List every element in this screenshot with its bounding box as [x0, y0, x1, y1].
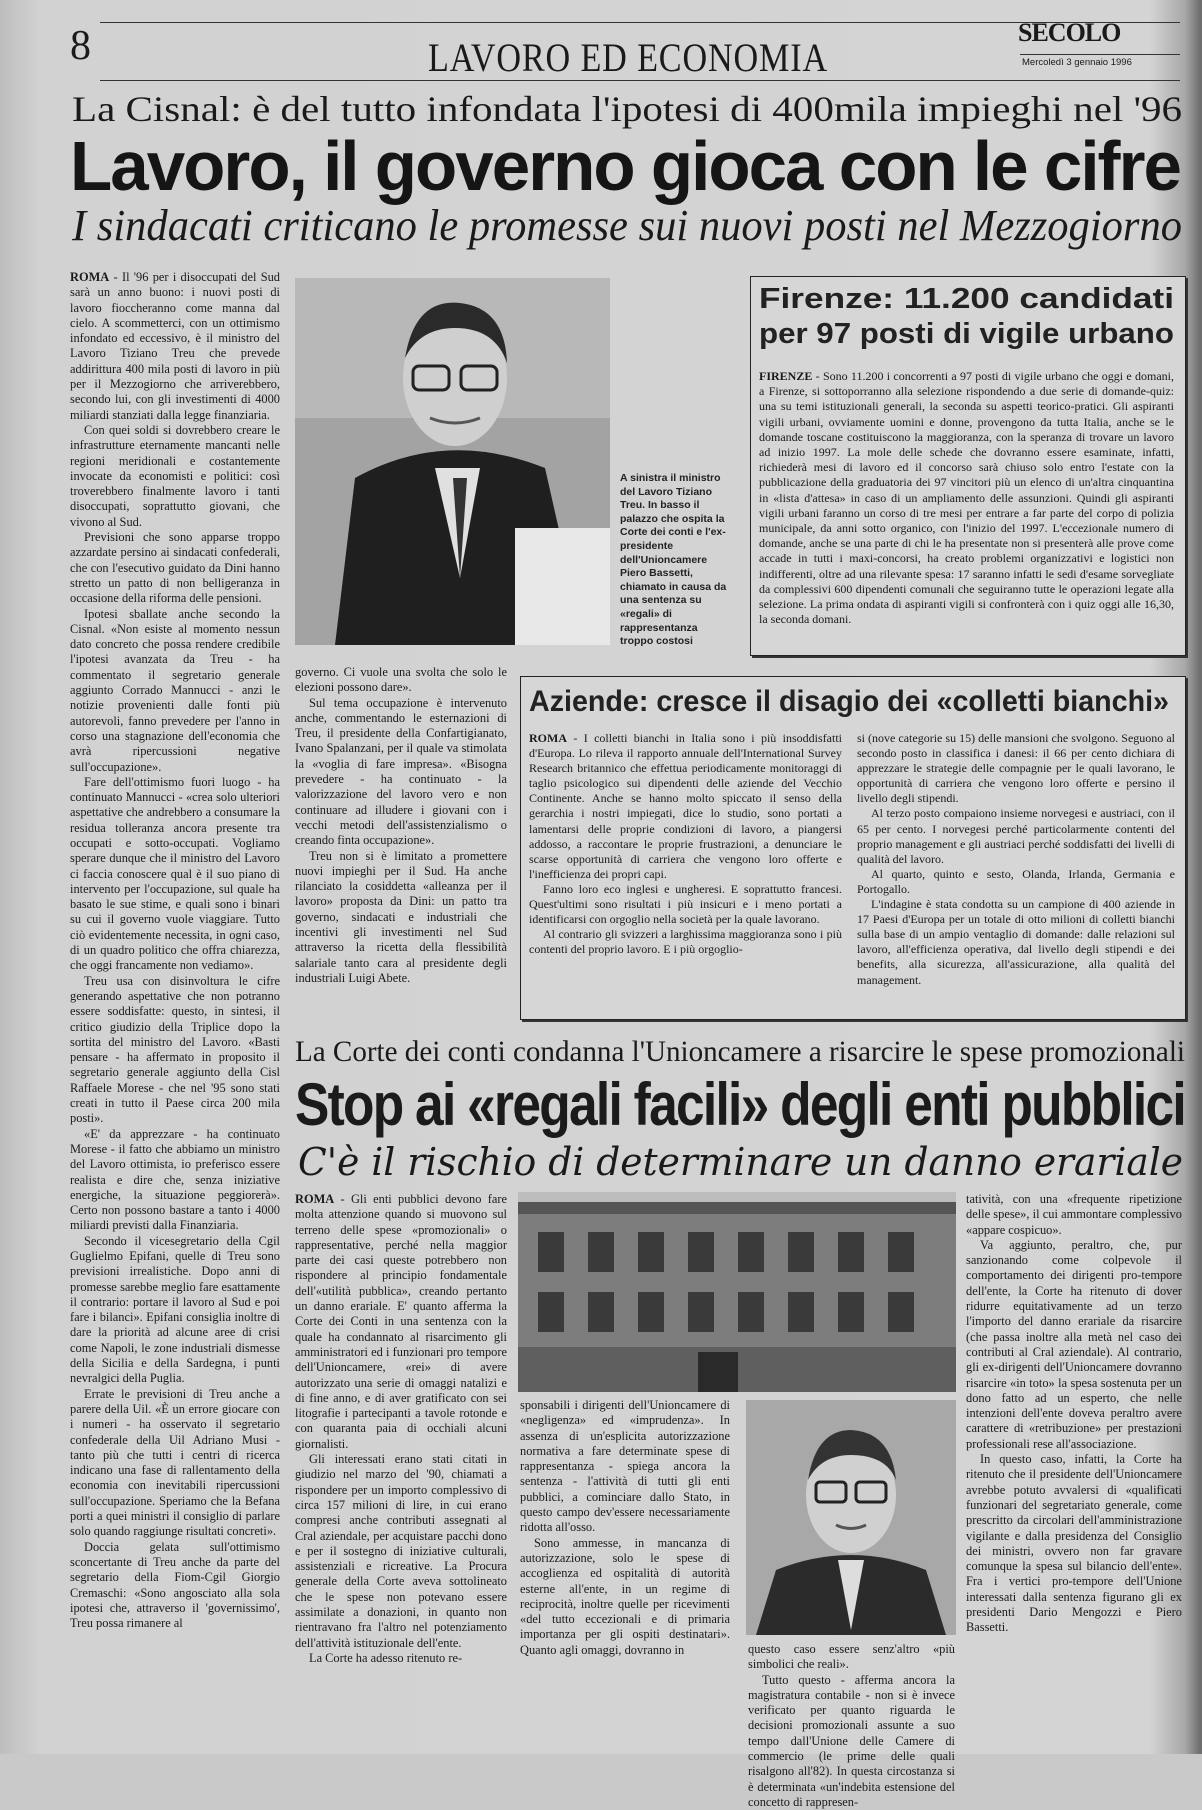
paragraph: - Il '96 per i disoccupati del Sud sarà un anno buono: i nuovi posti di lavoro fioccheranno come manna dal cielo. A scommetterci, con un ottimismo infondato ed eccessivo, è il ministro del Lavoro Tiziano Treu che prevede addirittura 400 mila posti di lavoro in più per il Mezzogiorno che arriverebbero, secondo lui, con gli investimenti di 4000 miliardi stanziati dalla legge finanziaria.: [70, 270, 280, 422]
article2-headline: Stop ai «regali facili» degli enti pubblici: [295, 1071, 1185, 1138]
article2-subtitle: C'è il rischio di determinare un danno erariale: [298, 1140, 1183, 1184]
article2-column-2: [520, 1398, 730, 1658]
paragraph: La Corte ha adesso ritenuto re-: [309, 1650, 463, 1665]
firenze-headline-line2: per 97 posti di vigile urbano: [759, 318, 1174, 350]
paragraph: Treu non si è limitato a promettere nuovi impieghi per il Sud. Ha anche rilanciato la cosiddetta «alleanza per il lavoro» proposta da Dini: un patto tra governo, sindacati e industriali che incentivi gli investimenti nel Sud attraverso la ricetta della flessibilità salariale tanto cara al presidente degli industriali Luigi Abete.: [295, 848, 507, 985]
paragraph: Ipotesi sballate anche secondo la Cisnal. «Non esiste al momento nessun dato concreto che possa rendere credibile l'ipotesi avanzata da Treu - ha commentato il segretario generale aggiunto Corrado Mannucci - anzi le notizie provenienti dalle fonti più autorevoli, fanno prevedere per l'anno in corso una stagnazione dell'economia che avrà ripercussioni negative sull'occupazione».: [70, 606, 280, 774]
paragraph: Treu usa con disinvoltura le cifre generando aspettative che non potranno essere soddisfatte: questo, in sintesi, il critico giudizio della Triplice dopo la sortita del ministro del Lavoro. «Basti pensare - ha affermato in proposito il segretario generale aggiunto della Cisl Raffaele Morese - che nel '95 sono stati creati in tutto il Paese circa 200 mila posti».: [70, 973, 280, 1126]
dateline: ROMA: [529, 731, 567, 745]
newspaper-logo: SECOLO: [1018, 18, 1121, 47]
article1-subtitle: I sindacati criticano le promesse sui nuovi posti nel Mezzogiorno: [72, 201, 1182, 250]
paragraph: tatività, con una «frequente ripetizione delle spese», il cui ammontare complessivo «appare cospicuo».: [966, 1192, 1182, 1237]
paragraph: Al terzo posto compaiono insieme norvegesi e austriaci, con il 65 per cento. I norvegesi perché particolarmente contenti del proprio management e gli austriaci perché soddisfatti dei livelli di qualità del lavoro.: [857, 806, 1175, 866]
paragraph: governo. Ci vuole una svolta che solo le elezioni possono dare».: [295, 665, 507, 695]
paragraph: sponsabili i dirigenti dell'Unioncamere di «negligenza» ed «imprudenza». In assenza di un'esplicita autorizzazione normativa a fare determinate spese di rappresentanza - spiega ancora la sentenza - l'attività di tutti gli enti pubblici, a cominciare dallo Stato, in questo campo dev'essere necessariamente ridotta all'osso.: [520, 1398, 730, 1535]
paragraph: Doccia gelata sull'ottimismo sconcertante di Treu anche da parte del segretario della Fiom-Cgil Giorgio Cremaschi: «Sono angosciato alla sola ipotesi che, attraverso il 'governissimo', Treu possa rimanere al: [70, 1539, 280, 1631]
logo-rule: [1020, 54, 1180, 55]
paragraph: Errate le previsioni di Treu anche a parere della Uil. «È un errore giocare con i numeri - ha osservato il segretario confederale della Uil Adriano Musi - tanto più che tutti i centri di ricerca indicano una fase di rallentamento della economia con inevitabili ripercussioni sull'occupazione. Speriamo che la Befana porti a quei ministri il consiglio di parlare solo quando raggiunge risultati concreti».: [70, 1386, 280, 1539]
paragraph: Previsioni che sono apparse troppo azzardate persino ai sindacati confederali, che con l'esecutivo guidato da Dini hanno stretto un patto di non belligeranza in occasione della riforma delle pensioni.: [70, 530, 280, 606]
paragraph: si (nove categorie su 15) delle mansioni che svolgono. Seguono al secondo posto in classifica i danesi: il 66 per cento dichiara di apprezzare le strategie delle compagnie per le quali lavorano, le opportunità di carriera che vengono loro offerte e persino il livello degli stipendi.: [857, 731, 1175, 806]
header-rule: [100, 80, 1180, 81]
dateline: ROMA: [295, 1192, 335, 1206]
aziende-column-2: [857, 731, 1175, 988]
firenze-headline-line1: Firenze: 11.200 candidati: [759, 283, 1174, 315]
paragraph: Con quei soldi si dovrebbero creare le infrastrutture eternamente mancanti nelle regioni meridionali e costantemente invocate da economisti e politici: così troverebbero finalmente lavoro i tanti disoccupati, soprattutto giovani, che vivono al Sud.: [70, 422, 280, 529]
paragraph: «E' da apprezzare - ha continuato Morese - il fatto che abbiamo un ministro del Lavoro ottimista, io preferisco essere realista e dire che, senza iniziative energiche, la situazione peggiorerà». Certo non possono bastare a tanto i 4000 miliardi previsti dalla Finanziaria.: [70, 1126, 280, 1233]
paragraph: Sono ammesse, in mancanza di autorizzazione, solo le spese di accoglienza ed ospitalità di autorità esterne all'ente, in un regime di reciprocità, inoltre quelle per ricevimenti «del tutto eccezionali e di primaria importanza per gli ospiti destinatari». Quanto agli omaggi, dovranno in: [520, 1535, 730, 1657]
paragraph: - Gli enti pubblici devono fare molta attenzione quando si muovono sul terreno delle spese «promozionali» o rappresentative, perché nella maggior parte dei casi queste potrebbero non rispondere al principio fondamentale dell'«utilità pubblica», creando pertanto un danno erariale. E' quanto afferma la Corte dei Conti in una sentenza con la quale ha condannato al risarcimento gli amministratori ed i funzionari pro tempore dell'Unioncamere, «rei» di avere autorizzato una serie di omaggi natalizi e di fine anno, e di aver gratificato con sei litografie i partecipanti a tavole rotonde e con quaranta paia di occhiali alcuni giornalisti.: [295, 1192, 507, 1451]
aziende-headline: Aziende: cresce il disagio dei «colletti bianchi»: [529, 685, 1169, 718]
photo-minister-treu: [295, 278, 610, 645]
paragraph: Al contrario gli svizzeri a larghissima maggioranza sono i più contenti del proprio lavoro. E i più orgoglio-: [529, 927, 842, 957]
article2-column-1: [295, 1192, 507, 1666]
article1-column-2: [295, 665, 507, 986]
paragraph: Fanno loro eco inglesi e ungheresi. E soprattutto francesi. Quest'ultimi sono risultati i più insicuri e i meno portati a identificarsi con orgoglio nella società per la quale lavorano.: [529, 881, 842, 927]
paragraph: Gli interessati erano stati citati in giudizio nel marzo del '90, chiamati a rispondere per un importo complessivo di circa 157 milioni di lire, in cui erano compresi anche contributi assegnati al Cral aziendale, per acquistare pacchi dono e per il sostegno di iniziative culturali, assistenziali e ricreative. La Procura generale della Corte aveva sottolineato che le spese non potevano essere assimilate a donazioni, in quanto non rientravano fra l'altro nel potenziamento dell'attività istituzionale dell'ente.: [295, 1452, 507, 1650]
aziende-box: [520, 676, 1186, 1020]
photo-corte-dei-conti-building: [518, 1192, 956, 1392]
paragraph: Sul tema occupazione è intervenuto anche, commentando le esternazioni di Treu, il presidente della Confartigianato, Ivano Spalanzani, per il quale va stimolata la «voglia di fare impresa». «Bisogna prevedere - ha continuato - la valorizzazione del lavoro vero e non continuare ad illudere i giovani con i vecchi metodi dell'assistenzialismo o creando finta occupazione».: [295, 695, 507, 848]
page-number: 8: [70, 23, 91, 69]
article2-column-3: [748, 1642, 955, 1810]
aziende-column-1: [529, 731, 842, 957]
paragraph: Fare dell'ottimismo fuori luogo - ha continuato Mannucci - «crea solo ulteriori aspettative che andrebbero a consumare la residua tolleranza ancora presente tra occupati e sotto-occupati. Vogliamo sperare dunque che il ministro del Lavoro ci faccia conoscere qual è il suo piano di intervento per l'occupazione, sul quale ha basato le sue stime, e quali sono i binari su cui il governo vuole viaggiare. Tutto ciò evidentemente necessita, in ogni caso, di un quadro politico che offra chiarezza, che oggi francamente non vediamo».: [70, 774, 280, 973]
paragraph: - I colletti bianchi in Italia sono i più insoddisfatti d'Europa. Lo rileva il rapporto annuale dell'International Survey Research britannico che effettua periodicamente monitoraggi di taglio psicologico sui dipendenti delle aziende del Vecchio Continente. Anche se hanno molto spiccato il senso della gerarchia i nostri impiegati, dice lo studio, sono portati a lamentarsi delle proprie condizioni di lavoro, a piangersi addosso, a raccontare le proprie frustrazioni, a denunciare le scarse opportunità di carriera che vengono loro offerte e l'inefficienza dei propri capi.: [529, 731, 842, 881]
paragraph: Secondo il vicesegretario della Cgil Guglielmo Epifani, quelle di Treu sono previsioni irrealistiche. Dopo anni di promesse sarebbe meglio fare esattamente il contrario: portare il lavoro al Sud e poi fare i bilanci». Epifani consiglia inoltre di dare la priorità ad alcune aree di crisi come Napoli, le zone industriali dismesse della Sicilia e della Sardegna, i punti nevralgici della Puglia.: [70, 1233, 280, 1386]
article1-column-1: [70, 270, 280, 1631]
article2-kicker: La Corte dei conti condanna l'Unioncamere a risarcire le spese promozionali: [295, 1035, 1185, 1068]
firenze-body: [759, 369, 1174, 627]
article1-headline: Lavoro, il governo gioca con le cifre: [70, 127, 1180, 205]
paragraph: - Sono 11.200 i concorrenti a 97 posti di vigile urbano che oggi e domani, a Firenze, si sottoporranno alla selezione rispondendo a due serie di domande-quiz: una su temi istituzionali generali, la seconda su aspetti teorico-pratici. Gli aspiranti vigili urbani, ovviamente uomini e donne, provengono da tutta Italia, anche se le domande toscane costituiscono la maggioranza, con la speranza di trovare un lavoro ad inizio 1997. La mole delle schede che dovranno essere esaminate, infatti, richiederà mesi di lavoro ed il concorso sarà chiuso solo entro l'estate con la pubblicazione della graduatoria dei 97 vincitori più un elenco di un'altra cinquantina in «lista d'attesa» in caso di un ampliamento delle assunzioni. Quindi gli aspiranti vigili urbani faranno un corso di tre mesi per entrare a far parte del corpo di polizia municipale, da anni sotto organico, con l'inizio del 1997. L'eccezionale numero di domande, anche se una parte di chi le ha presentate non si presenterà alle prove come accade in tutti i maxi-concorsi, ha creato problemi organizzativi e logistici non indifferenti, oltre ad una rilevante spesa: 17 saranno infatti le sedi d'esame sorvegliate da complessivi 600 dipendenti comunali che seguiranno tutte le operazioni legate alla selezione. La prima ondata di aspiranti vigili si confronterà con i quiz oggi alle 16,30, la seconda domani.: [759, 369, 1174, 627]
article1-kicker: La Cisnal: è del tutto infondata l'ipotesi di 400mila impieghi nel '96: [72, 89, 1182, 129]
paragraph: Tutto questo - afferma ancora la magistratura contabile - non si è invece verificato per quanto riguarda le decisioni promozionali assunte a suo tempo dall'Unione delle Camere di commercio (le prime delle quali risalgono all'82). In questa circostanza si è determinata «un'indebita estensione del concetto di rappresen-: [748, 1672, 955, 1809]
paragraph: In questo caso, infatti, la Corte ha ritenuto che il presidente dell'Unioncamere avrebbe potuto avvalersi di «qualificati funzionari del segretariato generale, come prescritto da circolari dell'amministrazione vigilante e dalla presidenza del Consiglio dei ministri, ovvero non far gravare comunque la spesa sul bilancio dell'ente». Fra i vertici pro-tempore dell'Unione interessati dalla sentenza figurano gli ex presidenti Dario Mengozzi e Piero Bassetti.: [966, 1452, 1182, 1635]
dateline: ROMA: [70, 270, 110, 284]
paragraph: Al quarto, quinto e sesto, Olanda, Irlanda, Germania e Portogallo.: [857, 866, 1175, 896]
paragraph: Va aggiunto, peraltro, che, pur sanzionando come colpevole il comportamento dei dirigenti pro-tempore dell'ente, la Corte ha ritenuto di dover ridurre equitativamente ad un terzo l'importo del danno erariale da risarcire (che passa inoltre alla metà nel caso dei contributi al Cral aziendale). Al contrario, gli ex-dirigenti dell'Unioncamere dovranno risarcire «in toto» la spesa sostenuta per un dono fatto ad un esperto, che nelle intenzioni dell'ente doveva peraltro avere carattere di «retribuzione» per prestazioni professionali rese all'associazione.: [966, 1237, 1182, 1451]
article2-column-4: [966, 1192, 1182, 1636]
firenze-box: [750, 276, 1186, 656]
paragraph: L'indagine è stata condotta su un campione di 400 aziende in 17 Paesi d'Europa per un totale di otto milioni di colletti bianchi sulla base di un ampio ventaglio di domande: dalle relazioni sul lavoro, all'efficienza operativa, dal livello degli stipendi e dei benefits, alla sicurezza, all'assicurazione, alla qualità del management.: [857, 897, 1175, 987]
photo-piero-bassetti: [746, 1400, 956, 1635]
section-title: LAVORO ED ECONOMIA: [428, 35, 828, 80]
paragraph: questo caso essere senz'altro «più simbolici che reali».: [748, 1642, 955, 1672]
dateline: FIRENZE: [759, 369, 813, 383]
photo-caption: A sinistra il ministro del Lavoro Tiziano Treu. In basso il palazzo che ospita la Corte dei conti e l'ex-presidente dell'Unioncamere Piero Bassetti, chiamato in causa da una sentenza su «regali» di rappresentanza troppo costosi: [620, 472, 727, 648]
issue-date: Mercoledì 3 gennaio 1996: [1022, 57, 1132, 68]
